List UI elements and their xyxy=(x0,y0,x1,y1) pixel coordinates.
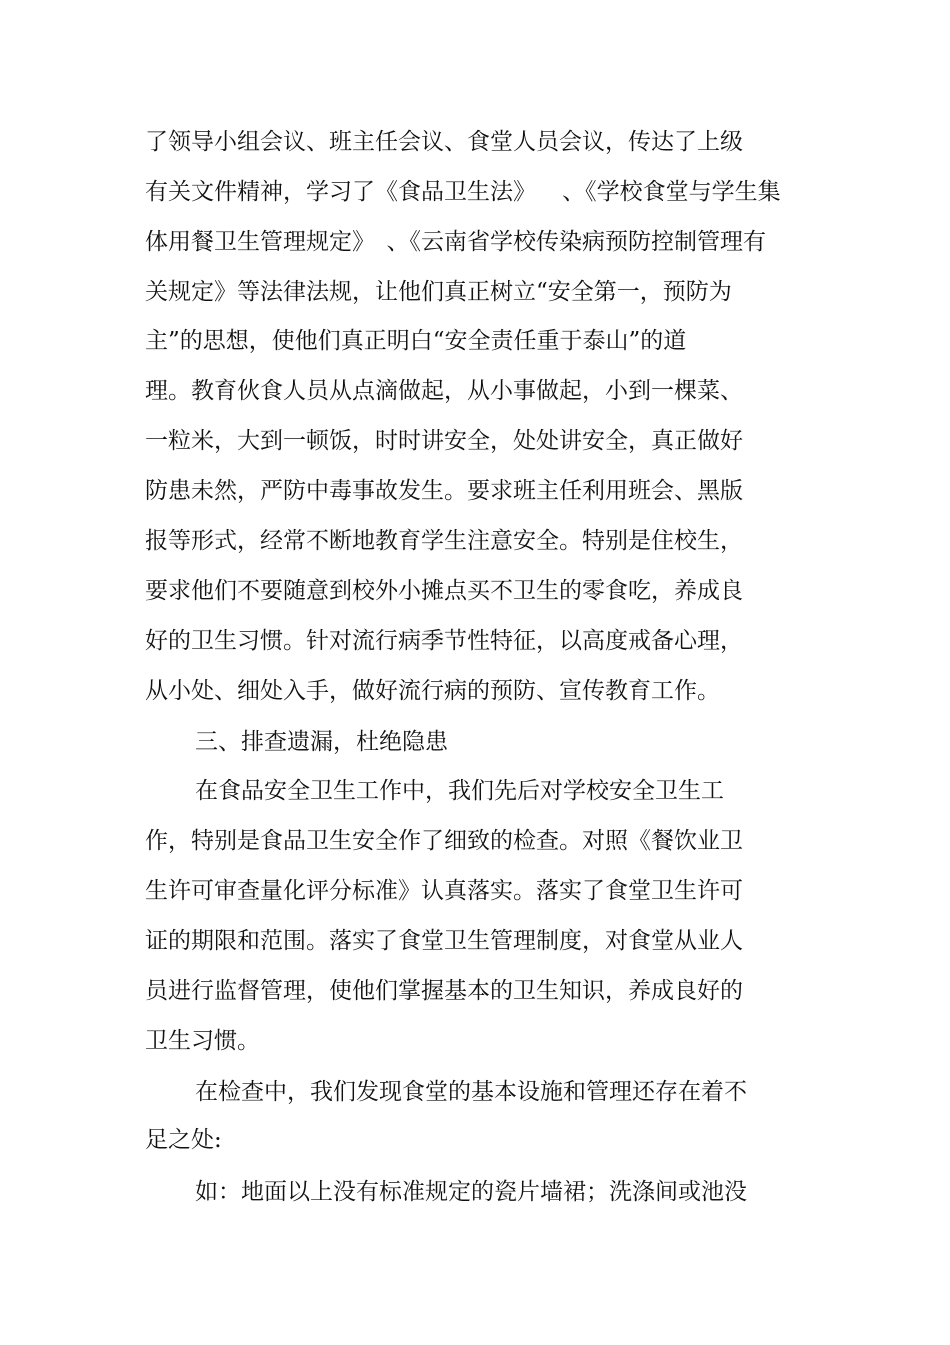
text-line: 证的期限和范围。落实了食堂卫生管理制度，对食堂从业人 xyxy=(145,928,743,954)
text-line: 要求他们不要随意到校外小摊点买不卫生的零食吃，养成良 xyxy=(145,578,743,604)
text-line: 有关文件精神，学习了《食品卫生法》 、《学校食堂与学生集 xyxy=(145,179,781,205)
text-line: 从小处、细处入手，做好流行病的预防、宣传教育工作。 xyxy=(145,678,720,704)
text-line: 体用餐卫生管理规定》 、《云南省学校传染病预防控制管理有 xyxy=(145,229,766,255)
text-line: 作，特别是食品卫生安全作了细致的检查。对照《餐饮业卫 xyxy=(145,828,743,854)
text-line: 理。教育伙食人员从点滴做起，从小事做起，小到一棵菜、 xyxy=(145,378,743,404)
text-line: 一粒米，大到一顿饭，时时讲安全，处处讲安全，真正做好 xyxy=(145,428,743,454)
text-line: 主”的思想，使他们真正明白“安全责任重于泰山”的道 xyxy=(145,328,687,354)
text-line: 卫生习惯。 xyxy=(145,1028,260,1054)
text-line: 关规定》等法律法规，让他们真正树立“安全第一，预防为 xyxy=(145,279,732,305)
text-line: 好的卫生习惯。针对流行病季节性特征，以高度戒备心理， xyxy=(145,628,743,654)
text-line: 了领导小组会议、班主任会议、食堂人员会议，传达了上级 xyxy=(145,129,743,155)
text-line: 足之处: xyxy=(145,1127,222,1153)
text-line: 在检查中，我们发现食堂的基本设施和管理还存在着不 xyxy=(195,1079,747,1105)
text-line: 员进行监督管理，使他们掌握基本的卫生知识，养成良好的 xyxy=(145,978,743,1004)
text-line: 防患未然，严防中毒事故发生。要求班主任利用班会、黑版 xyxy=(145,478,743,504)
text-line: 报等形式，经常不断地教育学生注意安全。特别是住校生， xyxy=(145,528,743,554)
text-line: 如：地面以上没有标准规定的瓷片墙裙；洗涤间或池没 xyxy=(195,1179,747,1205)
text-line: 生许可审查量化评分标准》认真落实。落实了食堂卫生许可 xyxy=(145,878,743,904)
text-line: 在食品安全卫生工作中，我们先后对学校安全卫生工 xyxy=(195,778,724,804)
section-heading: 三、排查遗漏，杜绝隐患 xyxy=(195,729,448,755)
